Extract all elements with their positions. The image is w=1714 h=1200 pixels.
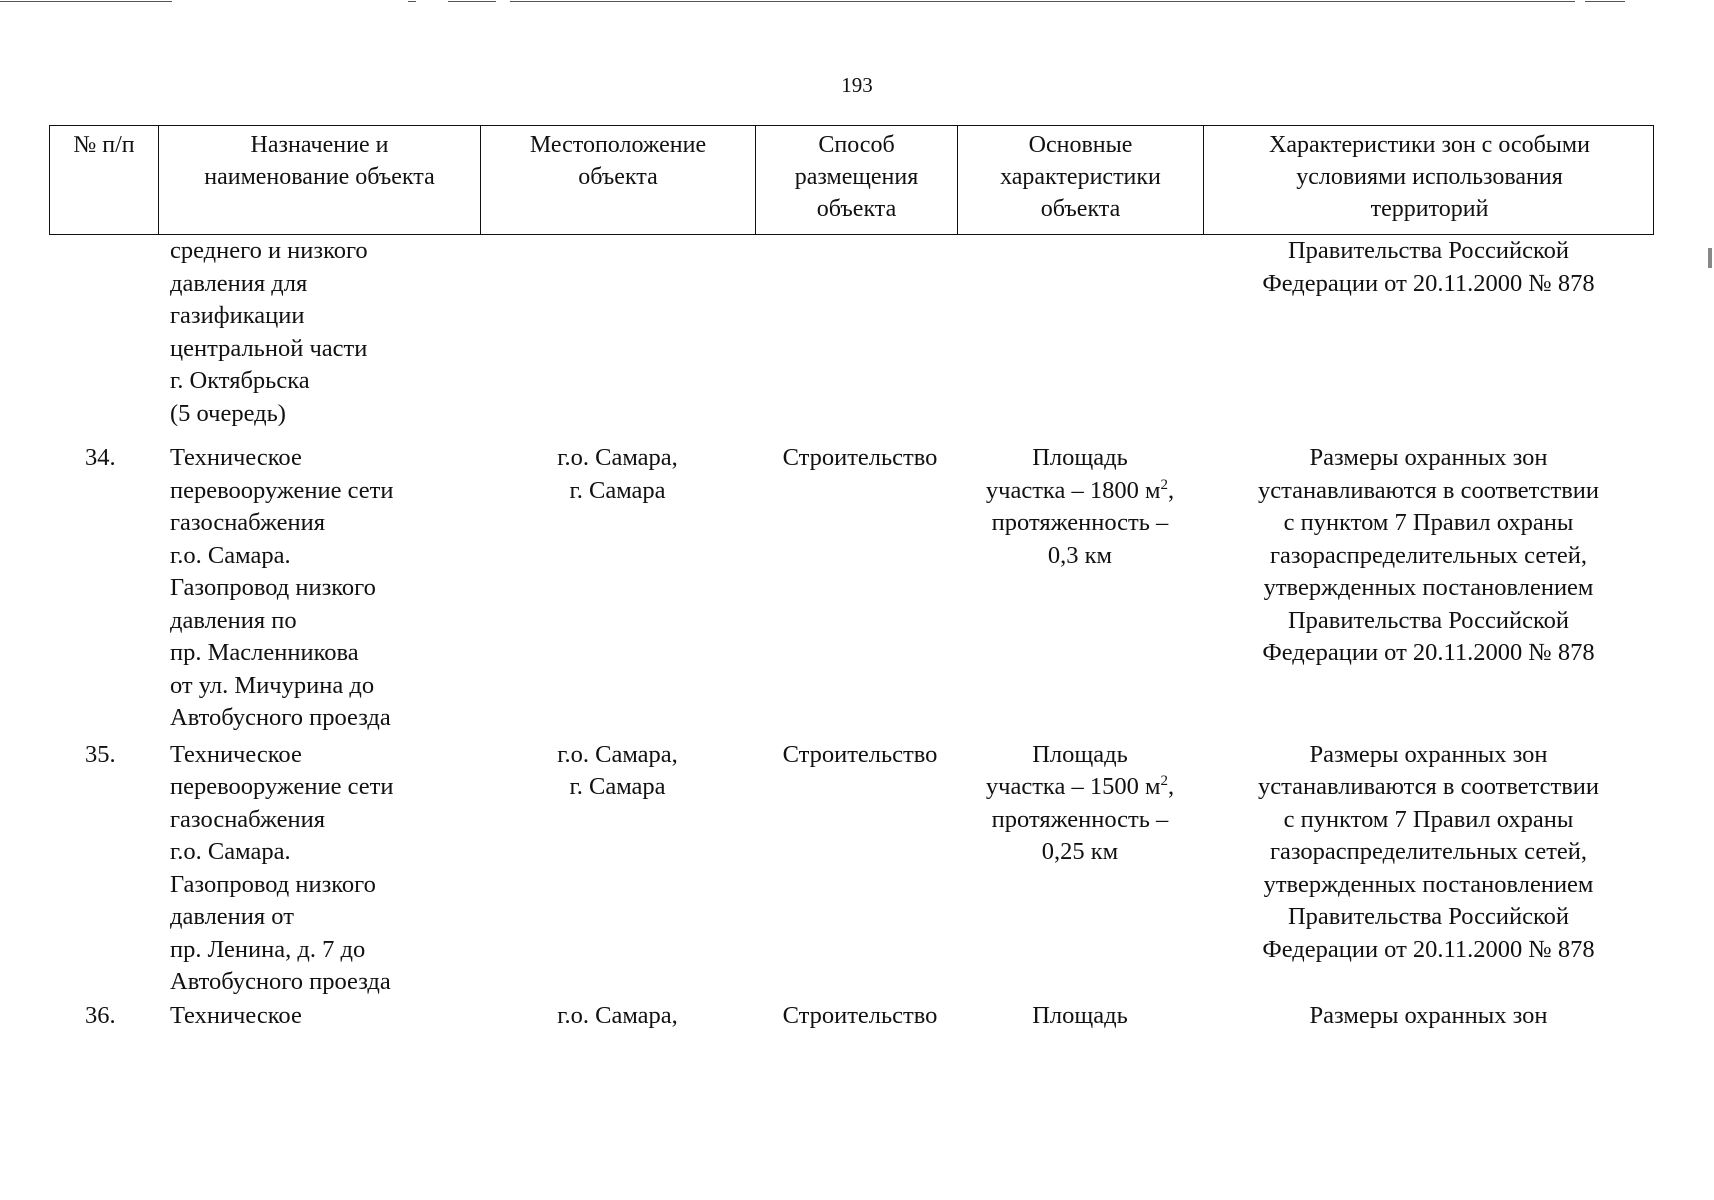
object-characteristics (957, 235, 1203, 430)
table-row (49, 235, 1654, 430)
row-number: 36. (85, 1001, 116, 1029)
table-row (49, 442, 1654, 735)
header-object-name: Назначение и наименование объекта (159, 126, 481, 234)
object-characteristics: Площадь (1032, 1001, 1128, 1029)
zone-characteristics: Размеры охранных зон устанавливаются в соответствии с пунктом 7 Правил охраны газораспределительных сетей, утвержденных постановлением Правительства Российской Федерации от 20.11.2000 № 878 (1257, 444, 1600, 666)
object-characteristics: Площадь участка – 1800 $м^2$, протяженность – 0,3 км (985, 444, 1175, 569)
table-body (49, 235, 1654, 1032)
object-name: Техническое (170, 1001, 302, 1029)
object-name: среднего и низкого давления для газификации центральной части г. Октябрьска (5 очередь) (170, 237, 368, 427)
table-row (49, 739, 1654, 999)
placement-method: Строительство (782, 1001, 938, 1029)
object-location: г.о. Самара, г. Самара (557, 740, 678, 800)
scan-edge-mark (1708, 248, 1712, 268)
row-number: 35. (85, 740, 116, 768)
header-zone-characteristics: Характеристики зон с особыми условиями использования территорий (1269, 132, 1590, 222)
header-number: № п/п (50, 126, 159, 234)
row-number: 34. (85, 444, 116, 471)
zone-characteristics: Правительства Российской Федерации от 20.11.2000 № 878 (1262, 237, 1595, 297)
object-name: Техническое перевооружение сети газоснабжения г.о. Самара. Газопровод низкого давления от пр. Ленина, д. 7 до Автобусного проезда (170, 740, 394, 995)
header-main-characteristics: Основные характеристики объекта (958, 126, 1204, 234)
table-row (49, 1000, 1654, 1033)
placement-method: Строительство (782, 740, 938, 768)
object-location (480, 235, 755, 430)
placement-method (755, 235, 957, 430)
placement-method: Строительство (782, 444, 938, 471)
object-location: г.о. Самара, (557, 1001, 678, 1029)
zone-characteristics: Размеры охранных зон (1309, 1001, 1548, 1029)
page-number: 193 (841, 73, 873, 97)
object-name: Техническое перевооружение сети газоснабжения г.о. Самара. Газопровод низкого давления по пр. Масленникова от ул. Мичурина до Автобусного проезда (170, 444, 394, 731)
object-characteristics: Площадь участка – 1500 $м^2$, протяженность – 0,25 км (985, 740, 1175, 865)
table-header (49, 125, 1654, 235)
header-location: Местоположение объекта (481, 126, 756, 234)
scan-edge-marks (0, 0, 1714, 6)
header-placement-method: Способ размещения объекта (756, 126, 958, 234)
zone-characteristics: Размеры охранных зон устанавливаются в соответствии с пунктом 7 Правил охраны газораспределительных сетей, утвержденных постановлением Правительства Российской Федерации от 20.11.2000 № 878 (1257, 740, 1600, 963)
row-number (49, 235, 158, 430)
object-location: г.о. Самара, г. Самара (557, 444, 678, 504)
